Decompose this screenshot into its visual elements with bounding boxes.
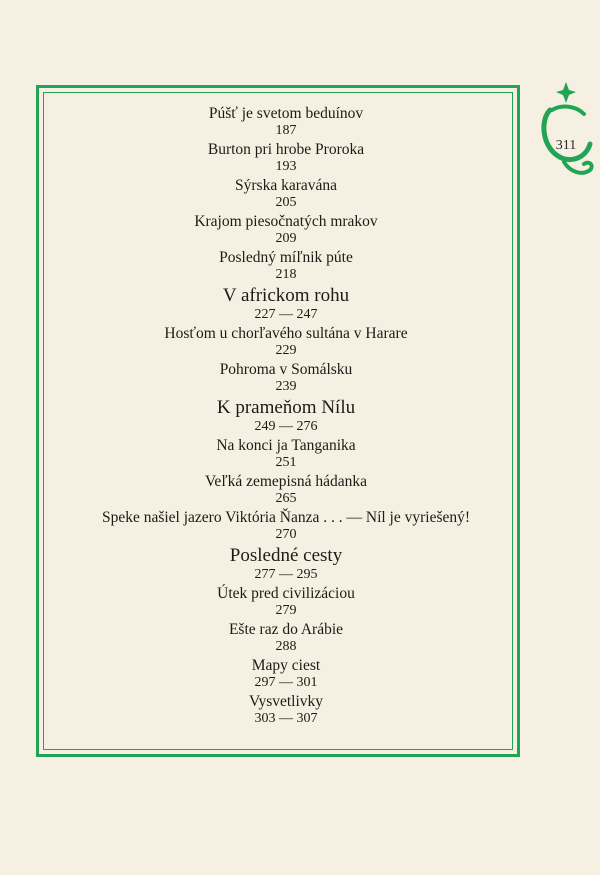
publisher-logo-icon [536,76,596,186]
toc-entry-title: Mapy ciest [251,657,321,674]
toc-section[interactable] [0,397,572,434]
toc-section-pages: 227 — 247 [254,307,318,322]
toc-entry-title: Vysvetlivky [248,693,324,710]
toc-entry-title: Burton pri hrobe Proroka [207,141,365,158]
toc-entry-title: Pohroma v Somálsku [219,361,353,378]
toc-section-pages: 277 — 295 [254,567,318,582]
toc-section-title: Posledné cesty [229,545,343,566]
toc-entry-title: Veľká zemepisná hádanka [204,473,368,490]
toc-entry[interactable] [0,140,572,174]
toc-entry[interactable] [0,324,572,358]
toc-entry-pages: 270 [275,527,297,542]
toc-entry[interactable] [0,584,572,618]
toc-entry-pages: 265 [275,491,297,506]
toc-entry-title: Útek pred civilizáciou [217,585,355,602]
toc-entry-pages: 239 [275,379,297,394]
toc-entry-title: Sýrska karavána [235,177,337,194]
toc-section-title: K prameňom Nílu [216,397,356,418]
page-number: 311 [555,138,577,153]
toc-entry-pages: 288 [275,639,297,654]
toc-entry[interactable] [0,176,572,210]
toc-entry-pages: 279 [275,603,297,618]
toc-entry-pages: 187 [275,123,297,138]
toc-section-pages: 249 — 276 [254,419,318,434]
toc-entry-pages: 205 [275,195,297,210]
toc-entry[interactable] [0,620,572,654]
toc-entry[interactable] [0,104,572,138]
toc-section-title: V africkom rohu [222,285,350,306]
toc-entry-pages: 297 — 301 [254,675,318,690]
toc-entry-title: Ešte raz do Arábie [228,621,344,638]
toc-entry[interactable] [0,360,572,394]
toc-entry-title: Púšť je svetom beduínov [208,105,364,122]
toc-entry-title: Na konci ja Tanganika [216,437,356,454]
toc-entry-title: Krajom piesočnatých mrakov [194,213,378,230]
toc-entry[interactable] [0,508,572,542]
table-of-contents [0,104,572,728]
toc-entry-pages: 218 [275,267,297,282]
toc-entry[interactable] [0,472,572,506]
toc-entry[interactable] [0,692,572,726]
toc-entry-pages: 193 [275,159,297,174]
toc-entry[interactable] [0,656,572,690]
toc-entry-pages: 251 [275,455,297,470]
toc-entry-pages: 209 [275,231,297,246]
toc-entry-title: Posledný míľnik púte [219,249,353,266]
toc-entry-title: Hosťom u chorľavého sultána v Harare [164,325,408,342]
toc-entry-title: Speke našiel jazero Viktória Ňanza . . . — Níl je vyriešený! [101,509,471,526]
toc-section[interactable] [0,545,572,582]
toc-entry-pages: 229 [275,343,297,358]
toc-entry-pages: 303 — 307 [254,711,318,726]
toc-entry[interactable] [0,212,572,246]
toc-entry[interactable] [0,436,572,470]
toc-entry[interactable] [0,248,572,282]
toc-section[interactable] [0,285,572,322]
